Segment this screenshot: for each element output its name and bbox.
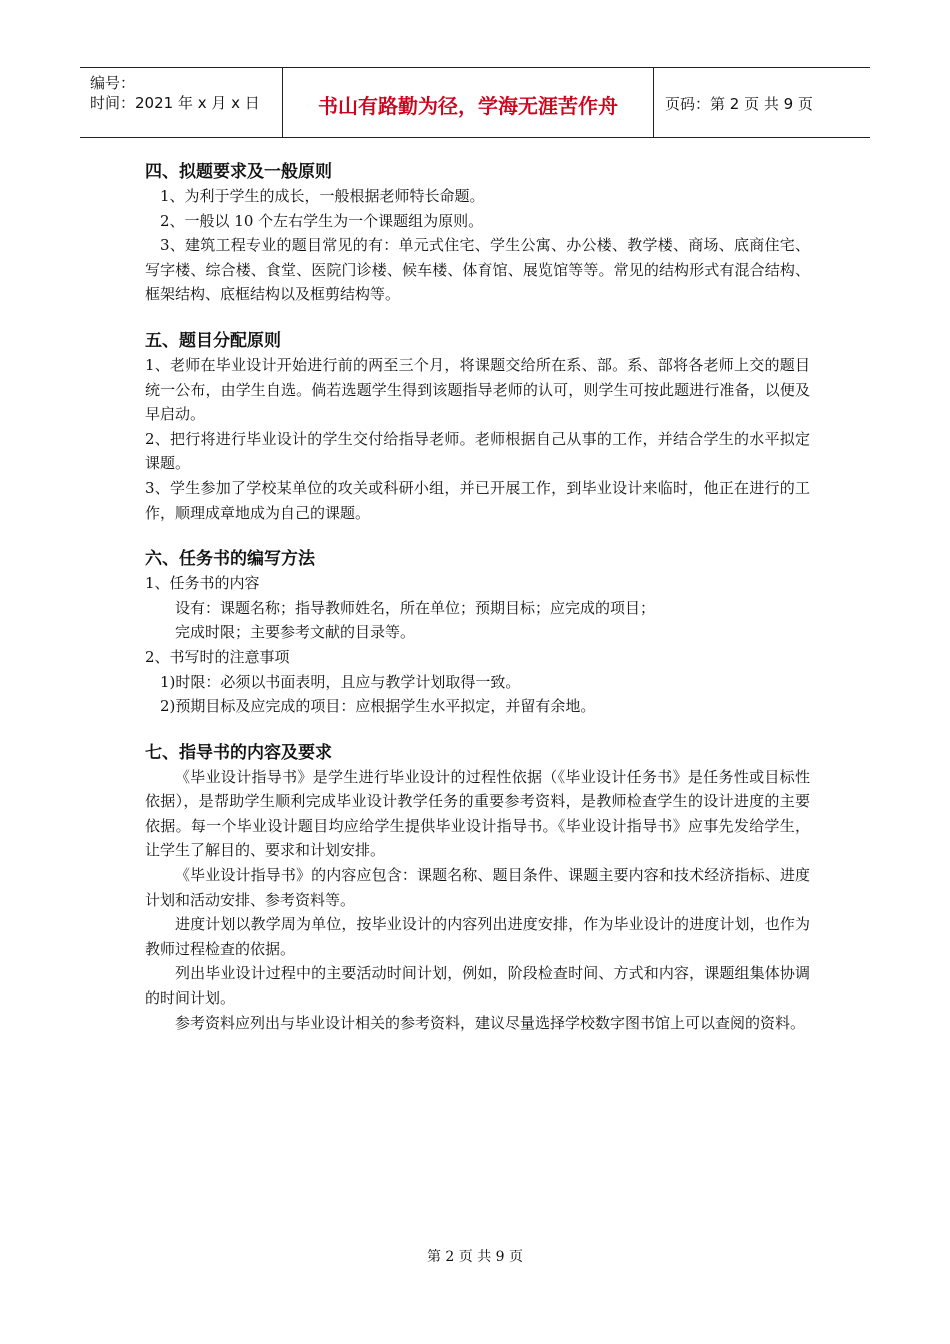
paragraph: 参考资料应列出与毕业设计相关的参考资料，建议尽量选择学校数字图书馆上可以查阅的资料。 bbox=[175, 1013, 806, 1032]
paragraph: 《毕业设计指导书》是学生进行毕业设计的过程性依据（《毕业设计任务书》是任务性或目标性依据），是帮助学生顺利完成毕业设计教学任务的重要参考资料，是教师检查学生的设计进度的主要依据。每一个毕业设计题目均应给学生提供毕业设计指导书。《毕业设计指导书》应事先发给学生，让学生了解目的、要求和计划安排。 bbox=[145, 767, 810, 860]
page-footer: 第 2 页 共 9 页 bbox=[426, 1249, 524, 1265]
paragraph: 设有：课题名称；指导教师姓名，所在单位；预期目标；应完成的项目； bbox=[175, 598, 656, 617]
header-page-number: 页码：第 2 页 共 9 页 bbox=[665, 95, 813, 113]
paragraph: 2、一般以 10 个左右学生为一个课题组为原则。 bbox=[160, 211, 484, 230]
paragraph: 进度计划以教学周为单位，按毕业设计的内容列出进度安排，作为毕业设计的进度计划，也作为教师过程检查的依据。 bbox=[145, 915, 810, 958]
paragraph: 2、把行将进行毕业设计的学生交付给指导老师。老师根据自己从事的工作，并结合学生的水平拟定课题。 bbox=[145, 429, 810, 473]
paragraph: 1、任务书的内容 bbox=[145, 574, 260, 593]
document-date-label: 时间：2021 年 x 月 x 日 bbox=[90, 94, 260, 112]
paragraph: 1、老师在毕业设计开始进行前的两至三个月，将课题交给所在系、部。系、部将各老师上交的题目统一公布，由学生自选。倘若选题学生得到该题指导老师的认可，则学生可按此题进行准备，以便及早启动。 bbox=[145, 355, 810, 424]
header-page-cell bbox=[653, 68, 870, 137]
document-body bbox=[145, 160, 810, 1035]
paragraph: 2)预期目标及应完成的项目：应根据学生水平拟定，并留有余地。 bbox=[160, 697, 596, 716]
section-title: 四、拟题要求及一般原则 bbox=[145, 162, 332, 182]
paragraph: 2、书写时的注意事项 bbox=[145, 647, 290, 666]
paragraph: 3、建筑工程专业的题目常见的有：单元式住宅、学生公寓、办公楼、教学楼、商场、底商住宅、写字楼、综合楼、食堂、医院门诊楼、候车楼、体育馆、展览馆等等。常见的结构形式有混合结构、框架结构、底框结构以及框剪结构等。 bbox=[145, 236, 810, 304]
paragraph: 3、学生参加了学校某单位的攻关或科研小组，并已开展工作，到毕业设计来临时，他正在进行的工作，顺理成章地成为自己的课题。 bbox=[145, 478, 810, 522]
paragraph: 完成时限；主要参考文献的目录等。 bbox=[175, 623, 416, 642]
page-header bbox=[80, 67, 870, 138]
paragraph: 《毕业设计指导书》的内容应包含：课题名称、题目条件、课题主要内容和技术经济指标、进度计划和活动安排、参考资料等。 bbox=[145, 866, 810, 909]
section-title: 六、任务书的编写方法 bbox=[145, 549, 315, 570]
header-motto-cell bbox=[282, 68, 654, 137]
section-title: 七、指导书的内容及要求 bbox=[145, 742, 332, 763]
paragraph: 1)时限：必须以书面表明，且应与教学计划取得一致。 bbox=[160, 672, 521, 691]
header-info-cell bbox=[80, 68, 282, 137]
paragraph: 1、为利于学生的成长，一般根据老师特长命题。 bbox=[160, 187, 485, 205]
section-title: 五、题目分配原则 bbox=[145, 330, 281, 351]
document-number-label: 编号： bbox=[90, 74, 136, 92]
paragraph: 列出毕业设计过程中的主要活动时间计划，例如，阶段检查时间、方式和内容，课题组集体协调的时间计划。 bbox=[145, 964, 810, 1008]
header-motto: 书山有路勤为径，学海无涯苦作舟 bbox=[318, 94, 618, 118]
